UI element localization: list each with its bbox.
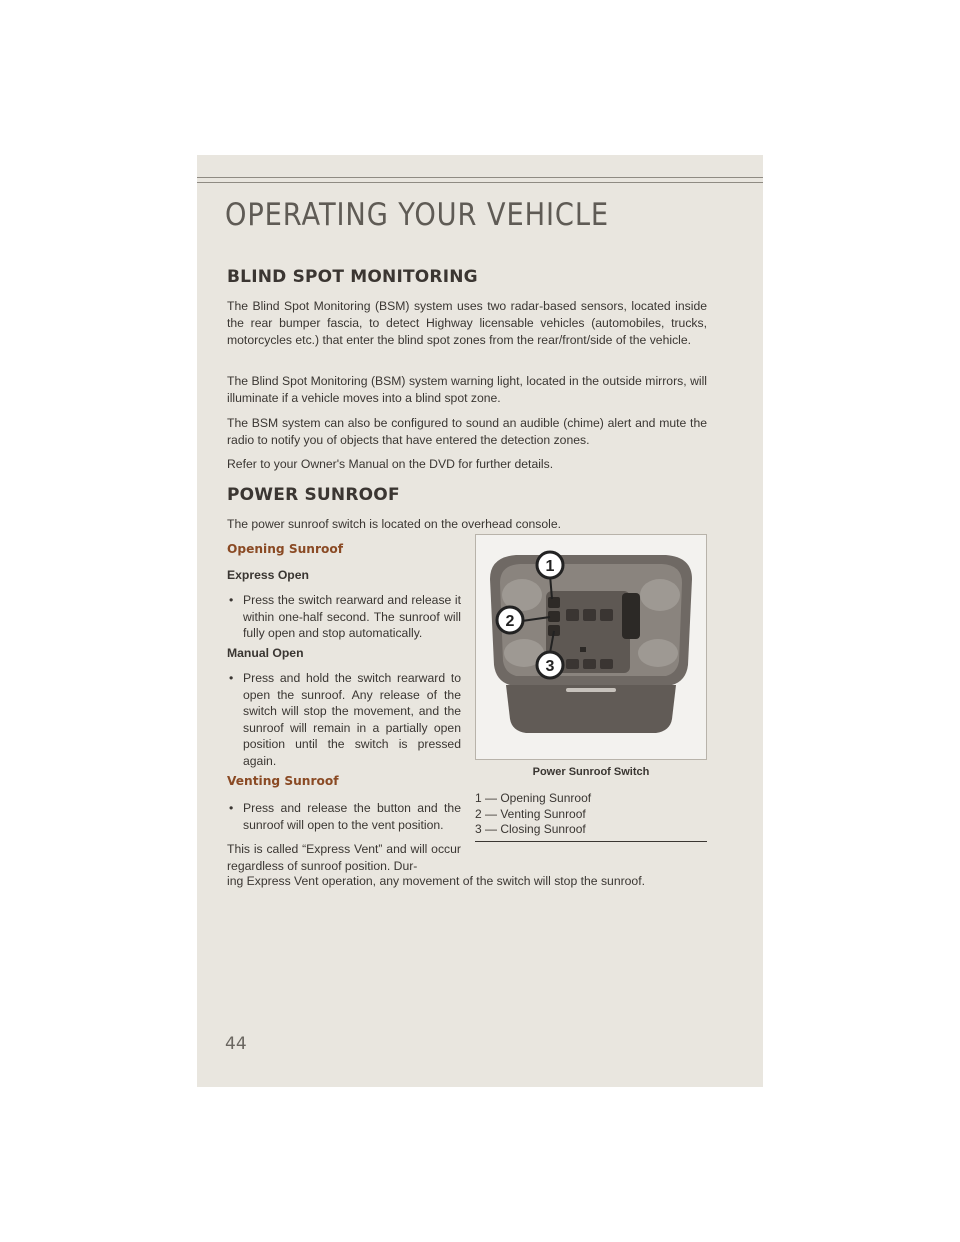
bsm-paragraph-1: The Blind Spot Monitoring (BSM) system uses two radar-based sensors, located inside the rear bumper fascia, to detect Highway licensable vehicles (automobiles, trucks, motorcycles etc.) that enter the blind spot zones from the rear/front/side of the vehicle. xyxy=(227,299,707,347)
express-open-bullet xyxy=(227,592,461,642)
manual-open-text: Press and hold the switch rearward to open the sunroof. Any release of the switch will stop the movement, and the sunroof will remain in a partially open position until the switch is pressed again. xyxy=(243,671,461,768)
overhead-console-illustration xyxy=(476,535,706,759)
callout-number-1: 1 xyxy=(545,558,555,575)
page-number: 44 xyxy=(225,1034,247,1054)
express-vent-paragraph-column: This is called “Express Vent” and will occur regardless of sunroof position. Dur- xyxy=(227,842,461,873)
manual-open-bullet xyxy=(227,670,461,769)
opening-sunroof-title: Opening Sunroof xyxy=(227,542,344,556)
bsm-paragraph-2: The Blind Spot Monitoring (BSM) system warning light, located in the outside mirrors, will illuminate if a vehicle moves into a blind spot zone. xyxy=(227,374,707,405)
bullet-glyph: • xyxy=(229,593,234,607)
header-rule-bottom xyxy=(197,182,763,183)
bsm-paragraph-3: The BSM system can also be configured to sound an audible (chime) alert and mute the radio to notify you of objects that have entered the detection zones. xyxy=(227,416,707,447)
bullet-glyph: • xyxy=(229,671,234,685)
figure-caption: Power Sunroof Switch xyxy=(532,766,650,778)
legend-item-closing: 3 — Closing Sunroof xyxy=(475,822,586,836)
manual-page xyxy=(197,155,763,1087)
bsm-heading: BLIND SPOT MONITORING xyxy=(227,267,478,287)
legend-rule xyxy=(475,841,707,842)
express-vent-paragraph-full: ing Express Vent operation, any movement of the switch will stop the sunroof. xyxy=(227,874,645,888)
header-rule-top xyxy=(197,177,763,178)
bullet-glyph: • xyxy=(229,801,234,815)
sunroof-switch-figure xyxy=(475,534,707,760)
bsm-paragraph-4: Refer to your Owner's Manual on the DVD for further details. xyxy=(227,457,554,471)
legend-item-venting: 2 — Venting Sunroof xyxy=(475,806,586,821)
legend-item-opening: 1 — Opening Sunroof xyxy=(475,791,592,805)
running-head: OPERATING YOUR VEHICLE xyxy=(225,197,610,233)
venting-bullet xyxy=(227,800,461,833)
manual-open-title: Manual Open xyxy=(227,646,304,660)
figure-legend xyxy=(475,791,707,838)
express-open-text: Press the switch rearward and release it within one-half second. The sunroof will fully open and stop automatically. xyxy=(243,593,461,640)
sunroof-heading: POWER SUNROOF xyxy=(227,485,400,505)
callout-number-2: 2 xyxy=(505,613,515,630)
venting-sunroof-title: Venting Sunroof xyxy=(227,774,339,788)
callout-number-3: 3 xyxy=(545,658,555,675)
express-open-title: Express Open xyxy=(227,568,309,582)
venting-text: Press and release the button and the sunroof will open to the vent position. xyxy=(243,801,461,832)
sunroof-intro: The power sunroof switch is located on the overhead console. xyxy=(227,517,561,531)
